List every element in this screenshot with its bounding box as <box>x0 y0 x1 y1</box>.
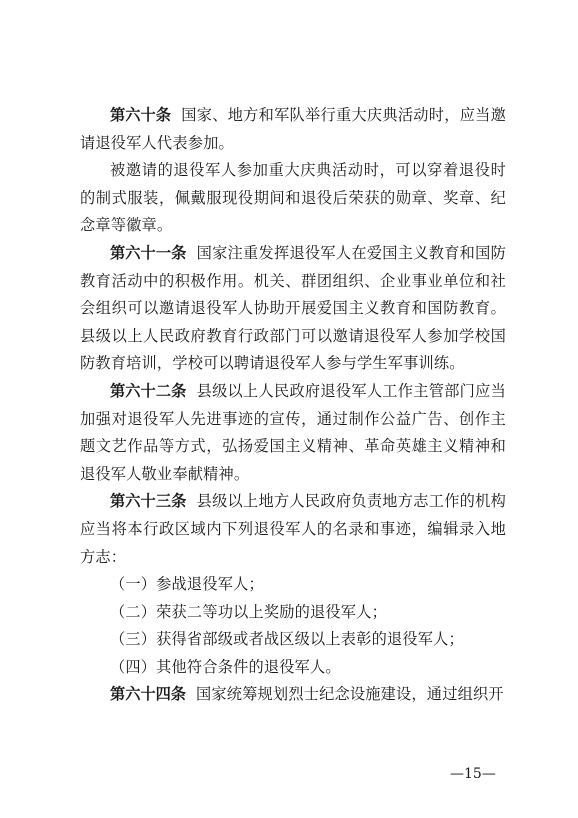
article-60 <box>80 102 506 157</box>
page-number: —15— <box>450 766 496 782</box>
article-text: 国家统筹规划烈士纪念设施建设，通过组织开 <box>196 685 504 704</box>
article-text: 国家注重发挥退役军人在爱国主义教育和国防教育活动中的积极作用。机关、群团组织、企业事业单位和社会组织可以邀请退役军人协助开展爱国主义教育和国防教育。县级以上人民政府教育行政部门可以邀请退役军人参加学校国防教育培训，学校可以聘请退役军人参与学生军事训练。 <box>80 243 507 373</box>
document-body <box>80 102 506 709</box>
article-63 <box>80 488 506 571</box>
article-number: 第六十二条 <box>110 381 187 400</box>
list-item: （一）参战退役军人； <box>110 575 264 594</box>
article-60-paragraph-2 <box>80 157 506 240</box>
article-text: 被邀请的退役军人参加重大庆典活动时，可以穿着退役时的制式服装，佩戴服现役期间和退役后荣获的勋章、奖章、纪念章等徽章。 <box>80 161 506 235</box>
article-64 <box>80 681 506 709</box>
article-number: 第六十三条 <box>110 492 187 511</box>
article-text: 县级以上人民政府退役军人工作主管部门应当加强对退役军人先进事迹的宣传，通过制作公益广告、创作主题文艺作品等方式，弘扬爱国主义精神、革命英雄主义精神和退役军人敬业奉献精神。 <box>80 381 507 483</box>
article-text: 国家、地方和军队举行重大庆典活动时，应当邀请退役军人代表参加。 <box>80 106 507 152</box>
article-number: 第六十一条 <box>110 243 187 262</box>
list-item: （四）其他符合条件的退役军人。 <box>110 657 341 676</box>
list-item: （三）获得省部级或者战区级以上表彰的退役军人； <box>110 630 464 649</box>
article-61 <box>80 240 506 378</box>
article-number: 第六十条 <box>110 106 172 124</box>
list-item: （二）荣获二等功以上奖励的退役军人； <box>110 602 387 621</box>
article-62 <box>80 378 506 488</box>
article-text: 县级以上地方人民政府负责地方志工作的机构应当将本行政区域内下列退役军人的名录和事迹，编辑录入地方志： <box>80 492 507 566</box>
article-number: 第六十四条 <box>110 685 186 704</box>
